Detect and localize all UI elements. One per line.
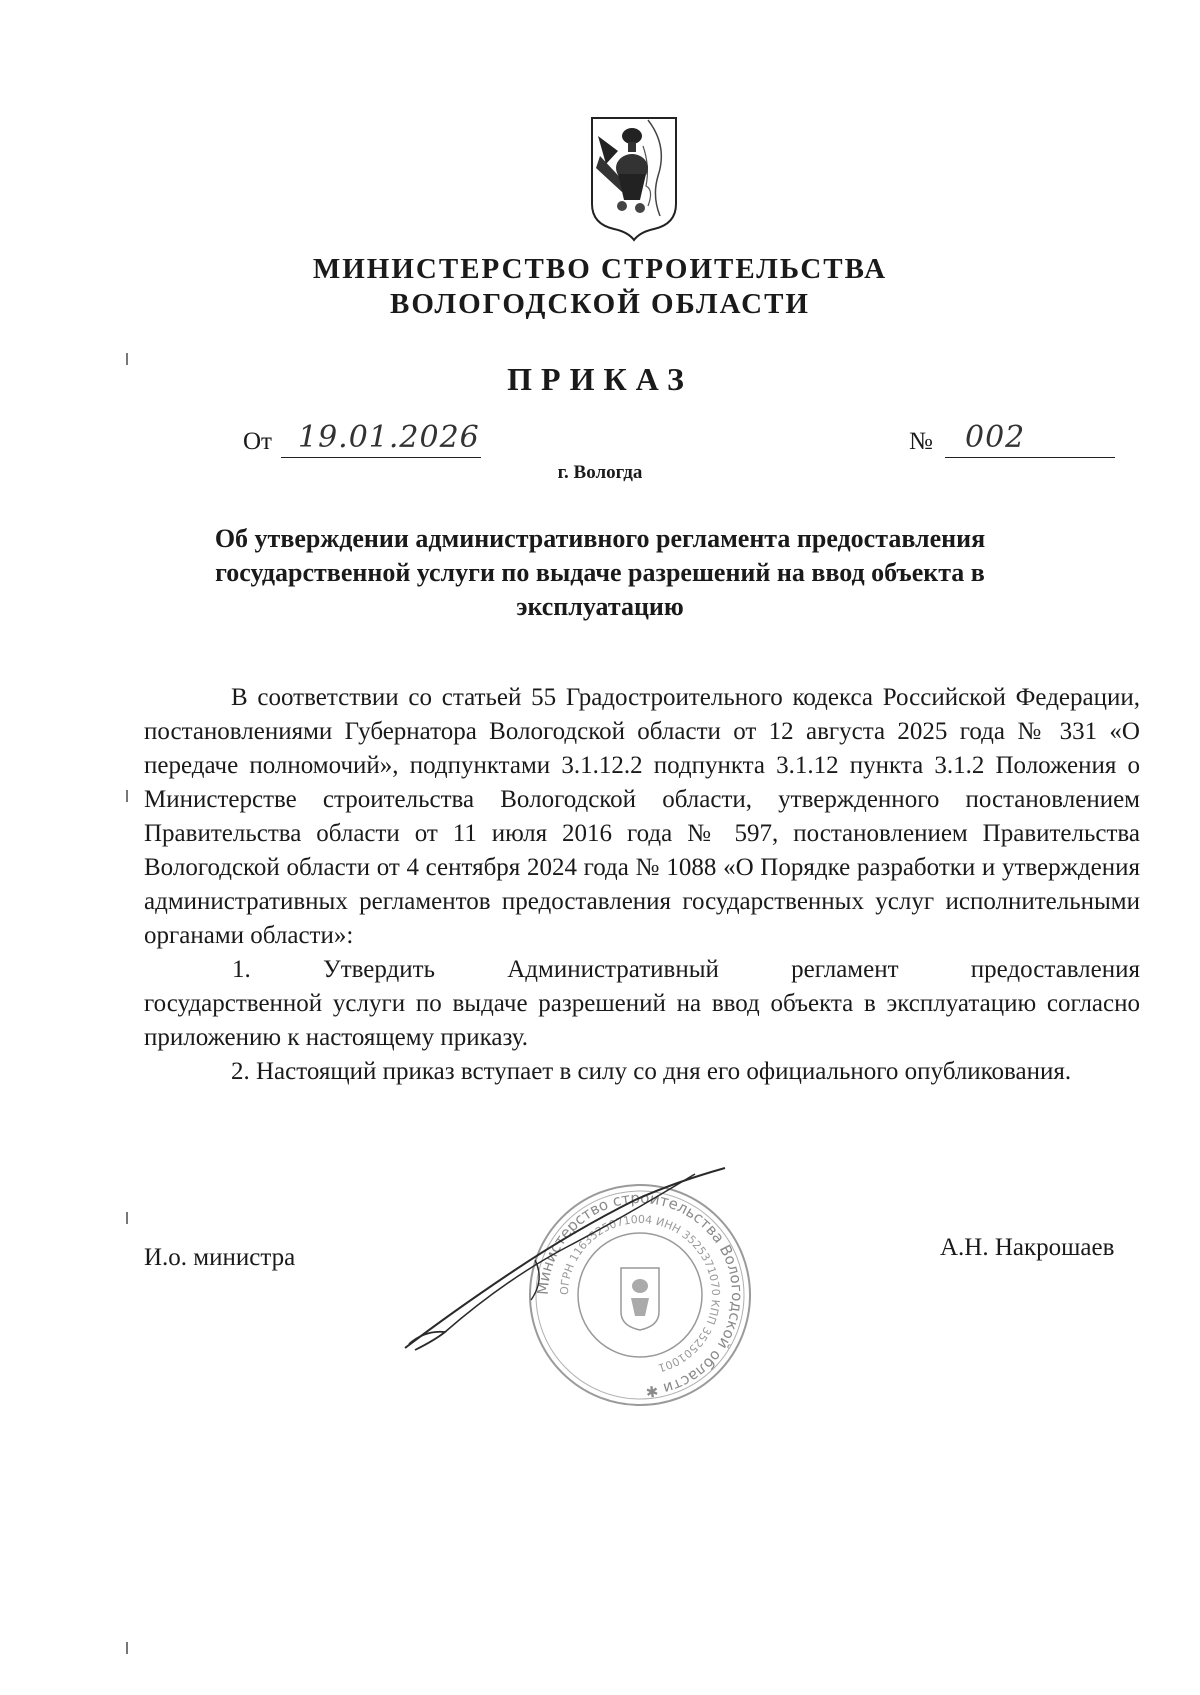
item1-first-line [144, 953, 1140, 987]
margin-tick [126, 790, 128, 802]
date-underline [281, 457, 481, 458]
stamp-outer-text: Министерство строительства Вологодской области ✱ [533, 1188, 747, 1401]
item1-continuation: государственной услуги по выдаче разрешений на ввод объекта в эксплуатацию согласно приложению к настоящему приказу. [144, 990, 1140, 1051]
item1-word2: Административный [507, 956, 719, 983]
number-underline [945, 457, 1115, 458]
title-line1: Об утверждении административного регламента предоставления [214, 524, 986, 553]
item1-word4: предоставления [970, 956, 1140, 983]
document-type-heading: ПРИКАЗ [507, 361, 693, 397]
handwritten-signature [395, 1160, 735, 1360]
signatory-position: И.о. министра [144, 1244, 296, 1271]
margin-tick [126, 1212, 128, 1224]
city-label: г. Вологда [557, 462, 643, 483]
signatory-name: А.Н. Накрошаев [940, 1234, 1115, 1261]
stamp-inner-text: ОГРН 1163525071004 ИНН 3525371070 КПП 352501001 [557, 1212, 723, 1375]
date-label: От [243, 428, 272, 455]
item1-number: 1. [232, 956, 251, 983]
number-label: № [909, 428, 933, 455]
title-line2: государственной услуги по выдаче разрешений на ввод объекта в [215, 558, 985, 587]
date-value-handwritten: 19.01.2026 [298, 420, 480, 455]
title-line3: эксплуатацию [516, 592, 684, 621]
ministry-name-line1: МИНИСТЕРСТВО СТРОИТЕЛЬСТВА [312, 253, 888, 285]
margin-tick [126, 1642, 128, 1654]
ministry-name-line2: ВОЛОГОДСКОЙ ОБЛАСТИ [390, 288, 810, 320]
number-value-handwritten: 002 [965, 420, 1026, 455]
document-title [210, 522, 990, 624]
item1-word3: регламент [791, 956, 899, 983]
document-body [144, 681, 1140, 1089]
item1-word1: Утвердить [323, 956, 435, 983]
preamble-paragraph: В соответствии со статьей 55 Градостроительного кодекса Российской Федерации, постановлениями Губернатора Вологодской области от 12 августа 2025 года № 331 «О передаче полномочий», подпунктами 3.1.12.2 подпункта 3.1.12 пункта 3.1.2 Положения о Министерстве строительства Вологодской области, утвержденного постановлением Правительства области от 11 июля 2016 года № 597, постановлением Правительства Вологодской области от 4 сентября 2024 года № 1088 «О Порядке разработки и утверждения административных регламентов предоставления государственных услуг исполнительными органами области»: [144, 684, 1140, 949]
item2-paragraph: 2. Настоящий приказ вступает в силу со дня его официального опубликования. [231, 1058, 1072, 1085]
margin-tick [126, 353, 128, 365]
vologda-coat-of-arms-emblem [588, 116, 680, 242]
